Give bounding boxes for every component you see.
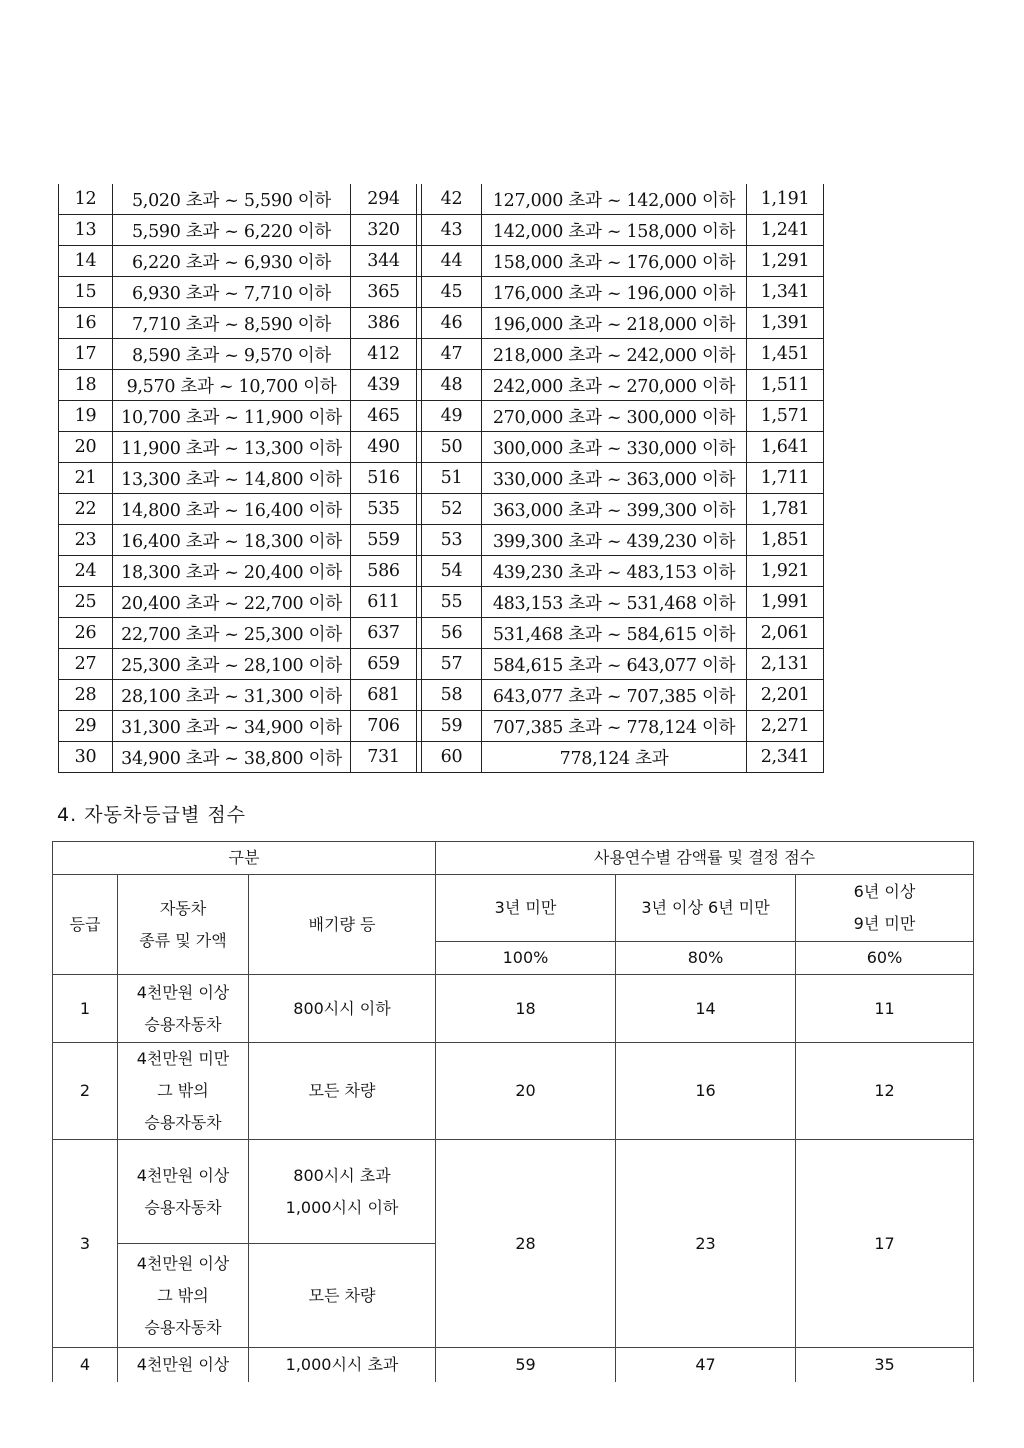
right-value-cell: 1,711 [747,463,824,494]
reduction-header: 사용연수별 감액률 및 결정 점수 [436,842,974,875]
grade-cell: 4 [53,1348,118,1383]
right-number-cell: 48 [422,370,482,401]
type-line: 4천만원 이상 [136,1165,230,1185]
type-line: 4천만원 미만 [136,1049,230,1068]
right-value-cell: 1,291 [747,246,824,277]
right-value-cell: 1,191 [747,184,824,215]
right-number-cell: 60 [422,742,482,773]
left-number-cell: 29 [59,711,113,742]
grade-row [53,1348,974,1383]
right-range-cell: 778,124 초과 [482,742,747,773]
grade-row [53,1043,974,1140]
left-number-cell: 16 [59,308,113,339]
rate-80: 80% [616,942,796,975]
vehicle-type-header-line1: 자동차 [159,898,207,918]
left-value-cell: 586 [351,556,417,587]
right-range-cell: 399,300 초과 ~ 439,230 이하 [482,525,747,556]
type-line: 4천만원 이상 [136,1253,230,1273]
grade-row [53,1140,974,1244]
left-value-cell: 365 [351,277,417,308]
left-number-cell: 24 [59,556,113,587]
right-range-cell: 531,468 초과 ~ 584,615 이하 [482,618,747,649]
left-value-cell: 490 [351,432,417,463]
left-number-cell: 12 [59,184,113,215]
right-range-cell: 218,000 초과 ~ 242,000 이하 [482,339,747,370]
displacement-cell: 800시시 이하 [249,975,436,1043]
table-row [59,184,824,215]
right-value-cell: 1,571 [747,401,824,432]
right-range-cell: 158,000 초과 ~ 176,000 이하 [482,246,747,277]
right-value-cell: 2,131 [747,649,824,680]
right-range-cell: 643,077 초과 ~ 707,385 이하 [482,680,747,711]
right-range-cell: 330,000 초과 ~ 363,000 이하 [482,463,747,494]
table-row [59,711,824,742]
right-range-cell: 176,000 초과 ~ 196,000 이하 [482,277,747,308]
disp-line: 1,000시시 이하 [285,1197,399,1217]
left-range-cell: 16,400 초과 ~ 18,300 이하 [113,525,351,556]
score-cell: 12 [796,1043,974,1140]
left-value-cell: 706 [351,711,417,742]
right-range-cell: 196,000 초과 ~ 218,000 이하 [482,308,747,339]
years-6-to-9-line1: 6년 이상 [853,882,916,901]
left-range-cell: 13,300 초과 ~ 14,800 이하 [113,463,351,494]
table-row [59,401,824,432]
left-value-cell: 465 [351,401,417,432]
displacement-cell: 모든 차량 [249,1244,436,1348]
right-number-cell: 45 [422,277,482,308]
right-range-cell: 363,000 초과 ~ 399,300 이하 [482,494,747,525]
right-number-cell: 44 [422,246,482,277]
left-value-cell: 611 [351,587,417,618]
left-number-cell: 25 [59,587,113,618]
left-range-cell: 25,300 초과 ~ 28,100 이하 [113,649,351,680]
score-cell: 16 [616,1043,796,1140]
left-range-cell: 5,020 초과 ~ 5,590 이하 [113,184,351,215]
table-row [59,525,824,556]
displacement-range-table [58,184,824,773]
vehicle-type-cell: 4천만원 이상 [118,1348,249,1383]
left-value-cell: 386 [351,308,417,339]
rate-100: 100% [436,942,616,975]
right-value-cell: 2,201 [747,680,824,711]
right-number-cell: 58 [422,680,482,711]
right-value-cell: 1,781 [747,494,824,525]
displacement-cell: 1,000시시 초과 [249,1348,436,1383]
header-row-1 [53,842,974,875]
table-row [59,277,824,308]
right-range-cell: 584,615 초과 ~ 643,077 이하 [482,649,747,680]
right-number-cell: 54 [422,556,482,587]
table-row [59,742,824,773]
left-number-cell: 17 [59,339,113,370]
type-line: 승용자동차 [144,1113,222,1132]
right-number-cell: 53 [422,525,482,556]
score-cell: 59 [436,1348,616,1383]
rate-60: 60% [796,942,974,975]
left-value-cell: 320 [351,215,417,246]
right-number-cell: 59 [422,711,482,742]
right-value-cell: 2,061 [747,618,824,649]
right-value-cell: 1,511 [747,370,824,401]
vehicle-grade-score-table [52,841,974,1382]
grade-cell: 2 [53,1043,118,1140]
table-row [59,494,824,525]
left-value-cell: 439 [351,370,417,401]
left-number-cell: 26 [59,618,113,649]
right-range-cell: 242,000 초과 ~ 270,000 이하 [482,370,747,401]
left-range-cell: 10,700 초과 ~ 11,900 이하 [113,401,351,432]
left-range-cell: 14,800 초과 ~ 16,400 이하 [113,494,351,525]
right-value-cell: 1,391 [747,308,824,339]
right-value-cell: 1,641 [747,432,824,463]
left-range-cell: 5,590 초과 ~ 6,220 이하 [113,215,351,246]
right-value-cell: 1,341 [747,277,824,308]
category-header: 구분 [53,842,436,875]
score-cell: 35 [796,1348,974,1383]
right-number-cell: 49 [422,401,482,432]
left-number-cell: 18 [59,370,113,401]
years-under-3-header: 3년 미만 [436,875,616,942]
years-6-to-9-header [796,875,974,942]
left-number-cell: 21 [59,463,113,494]
left-value-cell: 412 [351,339,417,370]
left-number-cell: 30 [59,742,113,773]
right-range-cell: 127,000 초과 ~ 142,000 이하 [482,184,747,215]
left-number-cell: 19 [59,401,113,432]
left-range-cell: 22,700 초과 ~ 25,300 이하 [113,618,351,649]
score-cell: 20 [436,1043,616,1140]
left-range-cell: 31,300 초과 ~ 34,900 이하 [113,711,351,742]
left-range-cell: 6,220 초과 ~ 6,930 이하 [113,246,351,277]
left-range-cell: 28,100 초과 ~ 31,300 이하 [113,680,351,711]
score-cell: 18 [436,975,616,1043]
displacement-cell: 모든 차량 [249,1043,436,1140]
left-value-cell: 535 [351,494,417,525]
grade-header: 등급 [53,875,118,975]
left-number-cell: 27 [59,649,113,680]
type-line: 승용자동차 [144,1317,222,1337]
right-value-cell: 2,341 [747,742,824,773]
table-row [59,339,824,370]
right-value-cell: 1,851 [747,525,824,556]
right-number-cell: 42 [422,184,482,215]
left-value-cell: 659 [351,649,417,680]
left-value-cell: 344 [351,246,417,277]
left-value-cell: 731 [351,742,417,773]
right-number-cell: 50 [422,432,482,463]
vehicle-type-header [118,875,249,975]
left-number-cell: 23 [59,525,113,556]
left-value-cell: 637 [351,618,417,649]
left-range-cell: 9,570 초과 ~ 10,700 이하 [113,370,351,401]
left-value-cell: 516 [351,463,417,494]
table-row [59,680,824,711]
right-number-cell: 43 [422,215,482,246]
right-value-cell: 2,271 [747,711,824,742]
left-value-cell: 681 [351,680,417,711]
score-cell: 28 [436,1140,616,1348]
table-row [59,308,824,339]
left-number-cell: 14 [59,246,113,277]
table-row [59,618,824,649]
grade-cell: 1 [53,975,118,1043]
left-range-cell: 11,900 초과 ~ 13,300 이하 [113,432,351,463]
grade-row [53,975,974,1043]
left-range-cell: 18,300 초과 ~ 20,400 이하 [113,556,351,587]
table-row [59,587,824,618]
displacement-cell [249,1140,436,1244]
right-value-cell: 1,991 [747,587,824,618]
section-title: 4. 자동차등급별 점수 [57,804,247,826]
left-range-cell: 7,710 초과 ~ 8,590 이하 [113,308,351,339]
score-cell: 11 [796,975,974,1043]
vehicle-type-header-line2: 종류 및 가액 [139,930,227,950]
right-value-cell: 1,241 [747,215,824,246]
displacement-header: 배기량 등 [249,875,436,975]
score-cell: 17 [796,1140,974,1348]
left-number-cell: 22 [59,494,113,525]
right-number-cell: 52 [422,494,482,525]
right-range-cell: 142,000 초과 ~ 158,000 이하 [482,215,747,246]
score-cell: 47 [616,1348,796,1383]
type-line: 그 밖의 [157,1081,209,1100]
right-range-cell: 300,000 초과 ~ 330,000 이하 [482,432,747,463]
left-number-cell: 15 [59,277,113,308]
right-number-cell: 56 [422,618,482,649]
left-value-cell: 294 [351,184,417,215]
right-number-cell: 46 [422,308,482,339]
right-number-cell: 57 [422,649,482,680]
vehicle-type-cell [118,1244,249,1348]
disp-line: 800시시 초과 [293,1165,391,1185]
years-6-to-9-line2: 9년 미만 [853,914,916,933]
left-range-cell: 34,900 초과 ~ 38,800 이하 [113,742,351,773]
right-range-cell: 483,153 초과 ~ 531,468 이하 [482,587,747,618]
right-number-cell: 47 [422,339,482,370]
table-row [59,246,824,277]
vehicle-type-cell [118,1140,249,1244]
left-range-cell: 8,590 초과 ~ 9,570 이하 [113,339,351,370]
right-number-cell: 51 [422,463,482,494]
table-row [59,370,824,401]
left-range-cell: 20,400 초과 ~ 22,700 이하 [113,587,351,618]
table-row [59,463,824,494]
score-cell: 23 [616,1140,796,1348]
right-range-cell: 707,385 초과 ~ 778,124 이하 [482,711,747,742]
table-row [59,215,824,246]
score-cell: 14 [616,975,796,1043]
table-row [59,649,824,680]
left-number-cell: 28 [59,680,113,711]
header-row-2 [53,875,974,942]
type-line: 승용자동차 [144,1197,222,1217]
table-row [59,432,824,463]
table-row [59,556,824,587]
vehicle-type-cell [118,975,249,1043]
left-range-cell: 6,930 초과 ~ 7,710 이하 [113,277,351,308]
right-range-cell: 439,230 초과 ~ 483,153 이하 [482,556,747,587]
right-value-cell: 1,921 [747,556,824,587]
left-value-cell: 559 [351,525,417,556]
vehicle-type-cell [118,1043,249,1140]
left-number-cell: 20 [59,432,113,463]
right-range-cell: 270,000 초과 ~ 300,000 이하 [482,401,747,432]
type-line: 4천만원 이상 [136,982,230,1002]
left-number-cell: 13 [59,215,113,246]
years-3-to-6-header: 3년 이상 6년 미만 [616,875,796,942]
grade-cell: 3 [53,1140,118,1348]
right-value-cell: 1,451 [747,339,824,370]
type-line: 승용자동차 [144,1014,222,1034]
right-number-cell: 55 [422,587,482,618]
type-line: 그 밖의 [157,1285,209,1305]
